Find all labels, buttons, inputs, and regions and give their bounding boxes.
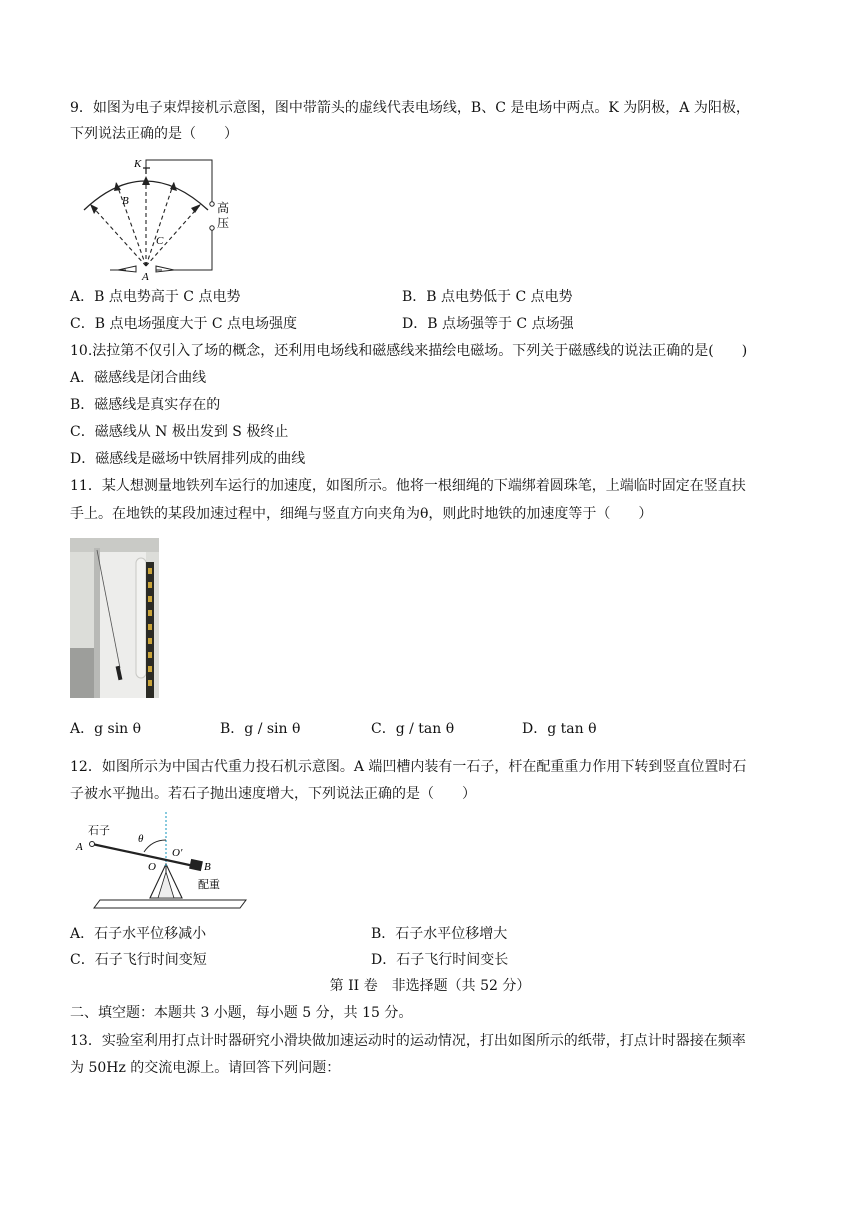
- trebuchet-figure: [70, 812, 250, 912]
- q9-option-a: A．B 点电势高于 C 点电势: [70, 289, 241, 305]
- q9-option-d: D．B 点场强等于 C 点场强: [402, 316, 574, 332]
- electron-beam-welder-figure: [70, 152, 240, 282]
- label-high-1: 高: [217, 201, 230, 215]
- label-B-end: B: [204, 861, 211, 873]
- label-K: K: [134, 158, 142, 170]
- q13-stem-line1: 13．实验室利用打点计时器研究小滑块做加速运动时的运动情况，打出如图所示的纸带，打点计时器接在频率: [70, 1033, 746, 1049]
- label-B: B: [122, 195, 129, 207]
- label-C: C: [156, 235, 164, 247]
- q9-option-c: C．B 点电场强度大于 C 点电场强度: [70, 316, 298, 332]
- q11-stem-line2: 手上。在地铁的某段加速过程中，细绳与竖直方向夹角为θ，则此时地铁的加速度等于（ ）: [70, 506, 653, 522]
- q12-option-c: C．石子飞行时间变短: [70, 952, 207, 968]
- label-O-prime: O′: [172, 847, 183, 859]
- label-stone: 石子: [88, 824, 110, 837]
- q12-option-d: D．石子飞行时间变长: [371, 952, 509, 968]
- label-counterweight: 配重: [198, 878, 220, 891]
- q13-stem-line2: 为 50Hz 的交流电源上。请回答下列问题：: [70, 1060, 341, 1076]
- q11-option-a: A．g sin θ: [70, 721, 142, 737]
- q12-stem-line2: 子被水平抛出。若石子抛出速度增大，下列说法正确的是（ ）: [70, 786, 476, 802]
- q10-option-c: C．磁感线从 N 极出发到 S 极终止: [70, 424, 289, 440]
- label-O: O: [148, 861, 156, 873]
- q11-option-b: B．g / sin θ: [220, 721, 301, 737]
- q11-stem-line1: 11．某人想测量地铁列车运行的加速度，如图所示。他将一根细绳的下端绑着圆珠笔，上端临时固定在竖直扶: [70, 478, 746, 494]
- q10-option-b: B．磁感线是真实存在的: [70, 397, 221, 413]
- q9-stem-line2: 下列说法正确的是（ ）: [70, 126, 238, 142]
- section-title: 第 II 卷 非选择题（共 52 分）: [329, 978, 531, 994]
- label-A: A: [142, 271, 149, 282]
- q11-option-c: C．g / tan θ: [371, 721, 455, 737]
- q10-stem: 10.法拉第不仅引入了场的概念，还利用电场线和磁感线来描绘电磁场。下列关于磁感线的说法正确的是( ): [70, 343, 748, 359]
- q12-stem-line1: 12．如图所示为中国古代重力投石机示意图。A 端凹槽内装有一石子，杆在配重重力作用下转到竖直位置时石: [70, 759, 747, 775]
- part-two-heading: 二、填空题：本题共 3 小题，每小题 5 分，共 15 分。: [70, 1005, 413, 1021]
- q10-option-a: A．磁感线是闭合曲线: [70, 370, 207, 386]
- subway-handrail-photo: [70, 538, 159, 698]
- label-high-2: 压: [217, 216, 230, 230]
- q9-option-b: B．B 点电势低于 C 点电势: [402, 289, 573, 305]
- q12-option-b: B．石子水平位移增大: [371, 926, 508, 942]
- q11-option-d: D．g tan θ: [522, 721, 597, 737]
- q10-option-d: D．磁感线是磁场中铁屑排列成的曲线: [70, 451, 306, 467]
- label-A-end: A: [76, 841, 83, 853]
- q9-stem-line1: 9．如图为电子束焊接机示意图，图中带箭头的虚线代表电场线，B、C 是电场中两点。K 为阴极，A 为阳极，: [70, 100, 750, 116]
- q12-option-a: A．石子水平位移减小: [70, 926, 207, 942]
- label-theta: θ: [138, 833, 144, 845]
